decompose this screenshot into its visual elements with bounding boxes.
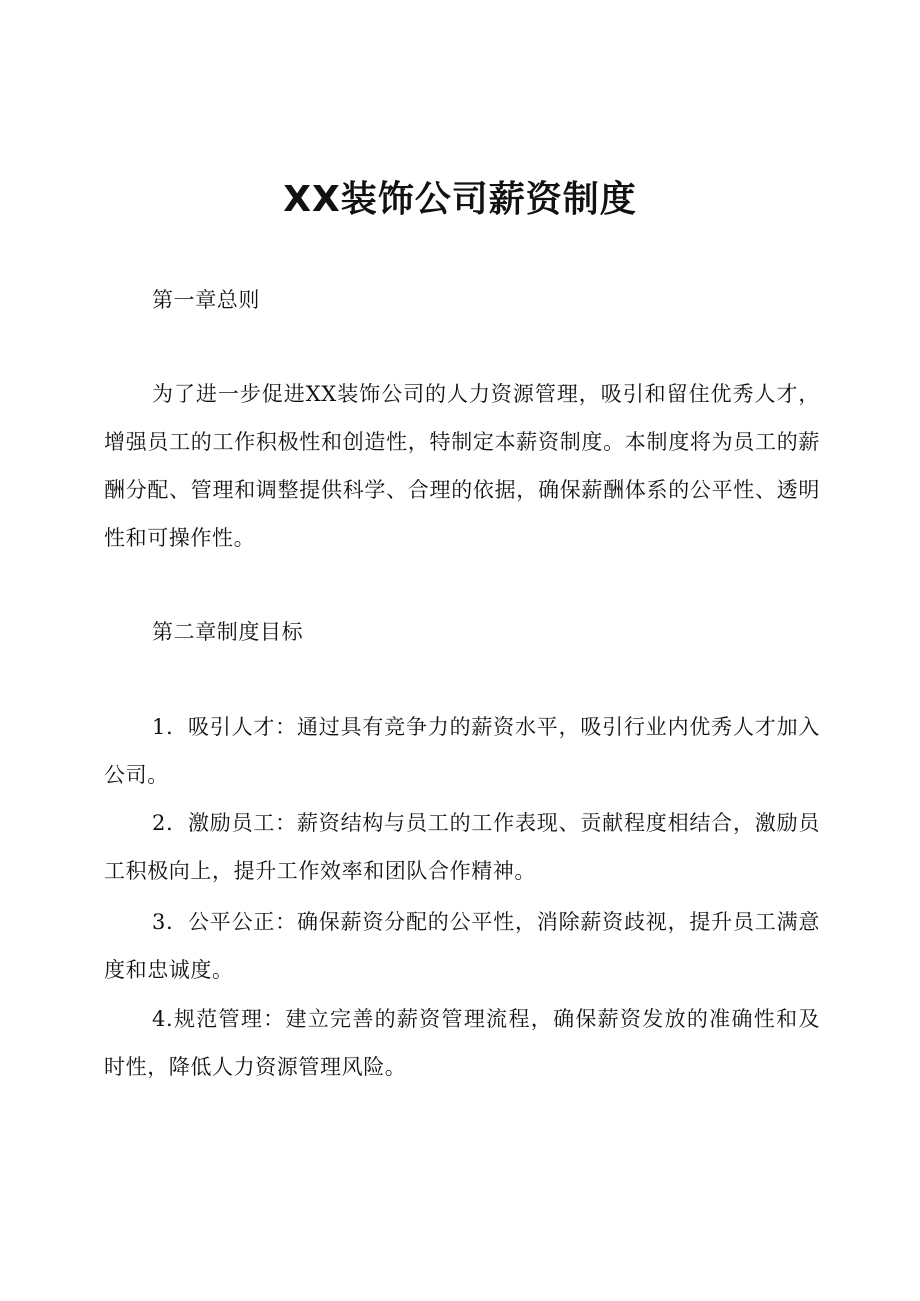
goal-item-2: 2．激励员工：薪资结构与员工的工作表现、贡献程度相结合，激励员工积极向上，提升工作效率和团队合作精神。 — [104, 811, 820, 883]
goal-item-1: 1．吸引人才：通过具有竞争力的薪资水平，吸引行业内优秀人才加入公司。 — [104, 715, 820, 787]
chapter-2-heading: 第二章制度目标 — [152, 620, 304, 644]
chapter-1-heading: 第一章总则 — [152, 288, 260, 312]
intro-paragraph: 为了进一步促进XX装饰公司的人力资源管理，吸引和留住优秀人才，增强员工的工作积极性和创造性，特制定本薪资制度。本制度将为员工的薪酬分配、管理和调整提供科学、合理的依据，确保薪酬体系的公平性、透明性和可操作性。 — [104, 382, 820, 550]
goal-item-3: 3．公平公正：确保薪资分配的公平性，消除薪资歧视，提升员工满意度和忠诚度。 — [104, 910, 820, 982]
goal-item-4: 4.规范管理：建立完善的薪资管理流程，确保薪资发放的准确性和及时性，降低人力资源管理风险。 — [104, 1007, 820, 1079]
document-title: XX装饰公司薪资制度 — [283, 179, 637, 220]
